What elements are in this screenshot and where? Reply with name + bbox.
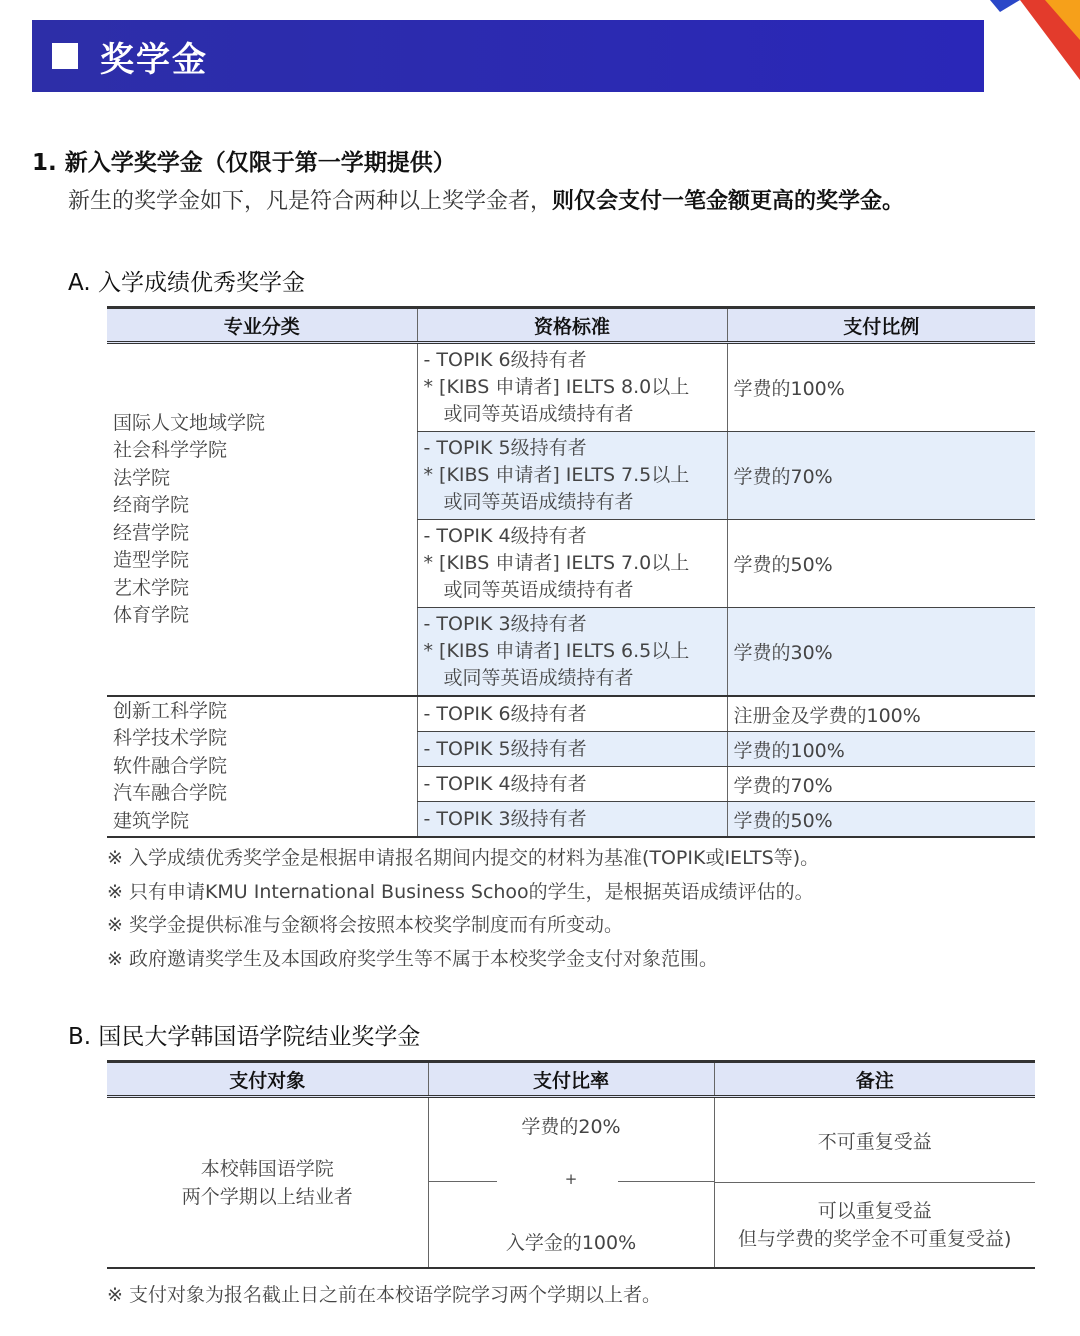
square-bullet-icon	[52, 43, 78, 69]
rate-cell: 学费的70%	[727, 767, 1035, 802]
graduation-scholarship-table	[107, 1060, 1035, 1269]
banner-title: 奖学金	[100, 39, 208, 80]
header-criteria: 资格标准	[417, 308, 727, 343]
sectionA-notes	[107, 842, 819, 976]
criteria-cell: - TOPIK 6级持有者 * [KIBS 申请者] IELTS 8.0以上 或同等英语成绩持有者	[417, 343, 727, 432]
payment-rate-cell: 学费的20% + 入学金的100%	[428, 1097, 714, 1269]
title-banner	[32, 20, 984, 92]
criteria-cell: - TOPIK 3级持有者	[417, 802, 727, 838]
rate-cell: 学费的50%	[727, 802, 1035, 838]
header-payment-rate: 支付比率	[428, 1062, 714, 1097]
admission-scholarship-table	[107, 306, 1035, 838]
rate-cell: 学费的30%	[727, 608, 1035, 697]
section1-heading: 1. 新入学奖学金（仅限于第一学期提供）	[32, 150, 456, 176]
remark-cell: 不可重复受益	[714, 1097, 1035, 1183]
rate-cell: 学费的50%	[727, 520, 1035, 608]
note-item: ※ 奖学金提供标准与金额将会按照本校奖学制度而有所变动。	[107, 914, 623, 936]
sectionA-title: A. 入学成绩优秀奖学金	[68, 270, 305, 296]
table-header-row	[107, 1062, 1035, 1097]
criteria-cell: - TOPIK 4级持有者	[417, 767, 727, 802]
college-group-1: 国际人文地域学院 社会科学学院 法学院 经商学院 经营学院 造型学院 艺术学院 体育学院	[107, 343, 417, 697]
note-item: ※ 只有申请KMU International Business Schoo的学生，是根据英语成绩评估的。	[107, 880, 814, 903]
header-remarks: 备注	[714, 1062, 1035, 1097]
target-cell: 本校韩国语学院 两个学期以上结业者	[107, 1097, 428, 1269]
note-item: ※ 政府邀请奖学生及本国政府奖学生等不属于本校奖学金支付对象范围。	[107, 947, 718, 970]
header-major: 专业分类	[107, 308, 417, 343]
rate-cell: 注册金及学费的100%	[727, 696, 1035, 732]
rate-cell: 学费的70%	[727, 432, 1035, 520]
criteria-cell: - TOPIK 5级持有者	[417, 732, 727, 767]
remark-cell: 可以重复受益 但与学费的奖学金不可重复受益)	[714, 1183, 1035, 1269]
table-row	[107, 1097, 1035, 1183]
criteria-cell: - TOPIK 6级持有者	[417, 696, 727, 732]
criteria-cell: - TOPIK 4级持有者 * [KIBS 申请者] IELTS 7.0以上 或同等英语成绩持有者	[417, 520, 727, 608]
note-item: ※ 入学成绩优秀奖学金是根据申请报名期间内提交的材料为基准(TOPIK或IELTS等)。	[107, 847, 820, 869]
header-rate: 支付比例	[727, 308, 1035, 343]
header-target: 支付对象	[107, 1062, 428, 1097]
table-row	[107, 343, 1035, 432]
sectionB-note: ※ 支付对象为报名截止日之前在本校语学院学习两个学期以上者。	[107, 1284, 661, 1306]
section1-intro: 新生的奖学金如下，凡是符合两种以上奖学金者，则仅会支付一笔金额更高的奖学金。	[68, 189, 905, 214]
college-group-2: 创新工科学院 科学技术学院 软件融合学院 汽车融合学院 建筑学院	[107, 696, 417, 837]
criteria-cell: - TOPIK 5级持有者 * [KIBS 申请者] IELTS 7.5以上 或同等英语成绩持有者	[417, 432, 727, 520]
sectionB-title: B. 国民大学韩国语学院结业奖学金	[68, 1024, 421, 1050]
rate-cell: 学费的100%	[727, 732, 1035, 767]
criteria-cell: - TOPIK 3级持有者 * [KIBS 申请者] IELTS 6.5以上 或同等英语成绩持有者	[417, 608, 727, 697]
rate-cell: 学费的100%	[727, 343, 1035, 432]
table-header-row	[107, 308, 1035, 343]
table-row	[107, 696, 1035, 732]
